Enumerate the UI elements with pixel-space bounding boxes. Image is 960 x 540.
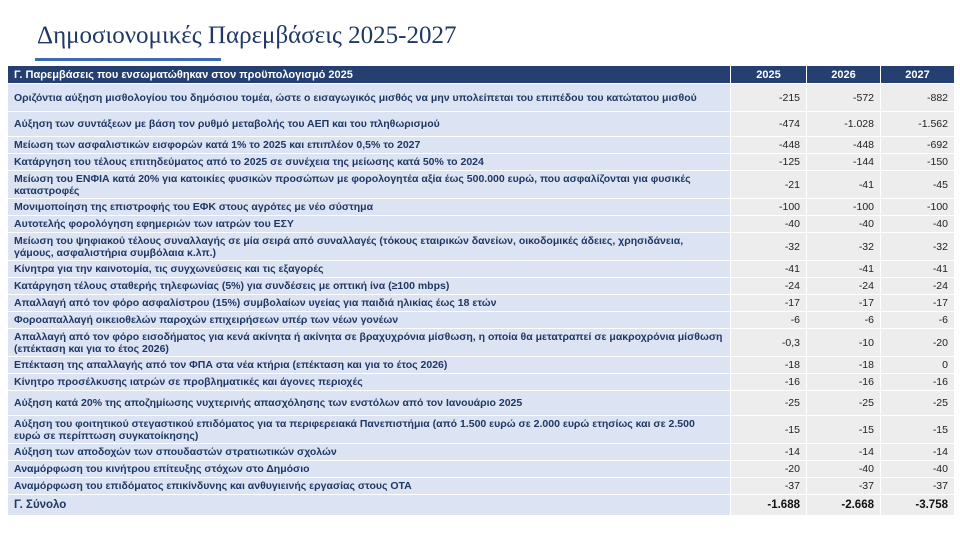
value-cell-2026: -14 — [807, 444, 881, 461]
table-row — [8, 154, 955, 171]
value-cell-2026: -100 — [807, 199, 881, 216]
value-cell-2026: -41 — [807, 261, 881, 278]
value-cell-2026: -17 — [807, 295, 881, 312]
value-cell-2025: -125 — [731, 154, 807, 171]
row-label: Αύξηση των συντάξεων με βάση τον ρυθμό μεταβολής του ΑΕΠ και του πληθωρισμού — [8, 112, 731, 137]
value-cell-2025: -100 — [731, 199, 807, 216]
table-row — [8, 374, 955, 391]
section-header: Γ. Παρεμβάσεις που ενσωματώθηκαν στον προϋπολογισμό 2025 — [8, 66, 731, 84]
table-row — [8, 137, 955, 154]
value-cell-2026: -41 — [807, 171, 881, 199]
row-label: Αύξηση των αποδοχών των σπουδαστών στρατιωτικών σχολών — [8, 444, 731, 461]
row-label: Μείωση των ασφαλιστικών εισφορών κατά 1% το 2025 και επιπλέον 0,5% το 2027 — [8, 137, 731, 154]
value-cell-2027: -40 — [881, 461, 955, 478]
value-cell-2027: 0 — [881, 357, 955, 374]
value-cell-2027: -150 — [881, 154, 955, 171]
year-header-2027: 2027 — [881, 66, 955, 84]
value-cell-2025: -474 — [731, 112, 807, 137]
value-cell-2026: -10 — [807, 329, 881, 357]
value-cell-2025: -215 — [731, 84, 807, 112]
value-cell-2025: -40 — [731, 216, 807, 233]
total-row — [8, 495, 955, 516]
row-label: Μείωση του ΕΝΦΙΑ κατά 20% για κατοικίες φυσικών προσώπων με φορολογητέα αξία έως 500.000 ευρώ, που ασφαλίζονται για φυσικές καταστροφές — [8, 171, 731, 199]
value-cell-2025: -32 — [731, 233, 807, 261]
value-cell-2026: -16 — [807, 374, 881, 391]
total-label: Γ. Σύνολο — [8, 495, 731, 516]
value-cell-2025: -25 — [731, 391, 807, 416]
value-cell-2026: -448 — [807, 137, 881, 154]
page-title: Δημοσιονομικές Παρεμβάσεις 2025-2027 — [37, 22, 457, 49]
row-label: Επέκταση της απαλλαγής από τον ΦΠΑ στα νέα κτήρια (επέκταση και για το έτος 2026) — [8, 357, 731, 374]
value-cell-2026: -15 — [807, 416, 881, 444]
value-cell-2025: -0,3 — [731, 329, 807, 357]
table-row — [8, 261, 955, 278]
value-cell-2025: -21 — [731, 171, 807, 199]
value-cell-2027: -25 — [881, 391, 955, 416]
value-cell-2026: -40 — [807, 216, 881, 233]
row-label: Κίνητρα για την καινοτομία, τις συγχωνεύσεις και τις εξαγορές — [8, 261, 731, 278]
row-label: Απαλλαγή από τον φόρο εισοδήματος για κενά ακίνητα ή ακίνητα σε βραχυχρόνια μίσθωση, η οποία θα μετατραπεί σε μακροχρόνια μίσθωση (επέκταση και για το έτος 2026) — [8, 329, 731, 357]
value-cell-2027: -6 — [881, 312, 955, 329]
value-cell-2025: -37 — [731, 478, 807, 495]
value-cell-2027: -17 — [881, 295, 955, 312]
table-row — [8, 312, 955, 329]
row-label: Αυτοτελής φορολόγηση εφημεριών των ιατρών του ΕΣΥ — [8, 216, 731, 233]
total-2026: -2.668 — [807, 495, 881, 516]
row-label: Μείωση του ψηφιακού τέλους συναλλαγής σε μία σειρά από συναλλαγές (τόκους εταιρικών δανείων, οικοδομικές άδειες, χρησιδάνεια, γάμους, ασφαλιστήρια συμβόλαια κ.λπ.) — [8, 233, 731, 261]
fiscal-interventions-table — [7, 65, 955, 516]
value-cell-2025: -15 — [731, 416, 807, 444]
row-label: Κίνητρο προσέλκυσης ιατρών σε προβληματικές και άγονες περιοχές — [8, 374, 731, 391]
value-cell-2025: -16 — [731, 374, 807, 391]
value-cell-2027: -1.562 — [881, 112, 955, 137]
value-cell-2025: -448 — [731, 137, 807, 154]
row-label: Κατάργηση του τέλους επιτηδεύματος από το 2025 σε συνέχεια της μείωσης κατά 50% το 2024 — [8, 154, 731, 171]
value-cell-2027: -20 — [881, 329, 955, 357]
table-row — [8, 329, 955, 357]
year-header-2025: 2025 — [731, 66, 807, 84]
row-label: Φοροαπαλλαγή οικειοθελών παροχών επιχειρήσεων υπέρ των νέων γονέων — [8, 312, 731, 329]
value-cell-2027: -692 — [881, 137, 955, 154]
table-row — [8, 461, 955, 478]
value-cell-2027: -100 — [881, 199, 955, 216]
table-row — [8, 84, 955, 112]
row-label: Μονιμοποίηση της επιστροφής του ΕΦΚ στους αγρότες με νέο σύστημα — [8, 199, 731, 216]
row-label: Κατάργηση τέλους σταθερής τηλεφωνίας (5%) για συνδέσεις με οπτική ίνα (≥100 mbps) — [8, 278, 731, 295]
table-row — [8, 416, 955, 444]
table-header-row — [8, 66, 955, 84]
value-cell-2027: -16 — [881, 374, 955, 391]
table-row — [8, 171, 955, 199]
total-2027: -3.758 — [881, 495, 955, 516]
table-row — [8, 216, 955, 233]
value-cell-2026: -24 — [807, 278, 881, 295]
value-cell-2027: -45 — [881, 171, 955, 199]
table-body — [8, 84, 955, 516]
value-cell-2025: -14 — [731, 444, 807, 461]
table-row — [8, 199, 955, 216]
table-row — [8, 278, 955, 295]
value-cell-2027: -24 — [881, 278, 955, 295]
value-cell-2025: -20 — [731, 461, 807, 478]
value-cell-2026: -1.028 — [807, 112, 881, 137]
value-cell-2027: -41 — [881, 261, 955, 278]
value-cell-2026: -18 — [807, 357, 881, 374]
row-label: Απαλλαγή από τον φόρο ασφαλίστρου (15%) συμβολαίων υγείας για παιδιά ηλικίας έως 18 ετών — [8, 295, 731, 312]
value-cell-2025: -24 — [731, 278, 807, 295]
value-cell-2026: -37 — [807, 478, 881, 495]
title-underline — [35, 58, 221, 61]
value-cell-2025: -6 — [731, 312, 807, 329]
row-label: Οριζόντια αύξηση μισθολογίου του δημόσιου τομέα, ώστε ο εισαγωγικός μισθός να μην υπολείπεται του επιπέδου του κατώτατου μισθού — [8, 84, 731, 112]
value-cell-2027: -32 — [881, 233, 955, 261]
value-cell-2025: -18 — [731, 357, 807, 374]
value-cell-2027: -37 — [881, 478, 955, 495]
value-cell-2025: -17 — [731, 295, 807, 312]
table-row — [8, 295, 955, 312]
row-label: Αναμόρφωση του επιδόματος επικίνδυνης και ανθυγιεινής εργασίας στους ΟΤΑ — [8, 478, 731, 495]
row-label: Αύξηση του φοιτητικού στεγαστικού επιδόματος για τα περιφερειακά Πανεπιστήμια (από 1.500 ευρώ σε 2.000 ευρώ ετησίως και σε 2.500 ευρώ σε περίπτωση συγκατοίκησης) — [8, 416, 731, 444]
table-row — [8, 444, 955, 461]
year-header-2026: 2026 — [807, 66, 881, 84]
table-row — [8, 478, 955, 495]
row-label: Αναμόρφωση του κινήτρου επίτευξης στόχων στο Δημόσιο — [8, 461, 731, 478]
value-cell-2026: -40 — [807, 461, 881, 478]
table-row — [8, 233, 955, 261]
table-row — [8, 391, 955, 416]
row-label: Αύξηση κατά 20% της αποζημίωσης νυχτερινής απασχόλησης των ενστόλων από τον Ιανουάριο 2025 — [8, 391, 731, 416]
table-row — [8, 357, 955, 374]
value-cell-2026: -144 — [807, 154, 881, 171]
value-cell-2027: -14 — [881, 444, 955, 461]
value-cell-2027: -15 — [881, 416, 955, 444]
value-cell-2026: -6 — [807, 312, 881, 329]
value-cell-2026: -25 — [807, 391, 881, 416]
total-2025: -1.688 — [731, 495, 807, 516]
value-cell-2026: -572 — [807, 84, 881, 112]
value-cell-2027: -882 — [881, 84, 955, 112]
value-cell-2025: -41 — [731, 261, 807, 278]
value-cell-2027: -40 — [881, 216, 955, 233]
value-cell-2026: -32 — [807, 233, 881, 261]
table-row — [8, 112, 955, 137]
